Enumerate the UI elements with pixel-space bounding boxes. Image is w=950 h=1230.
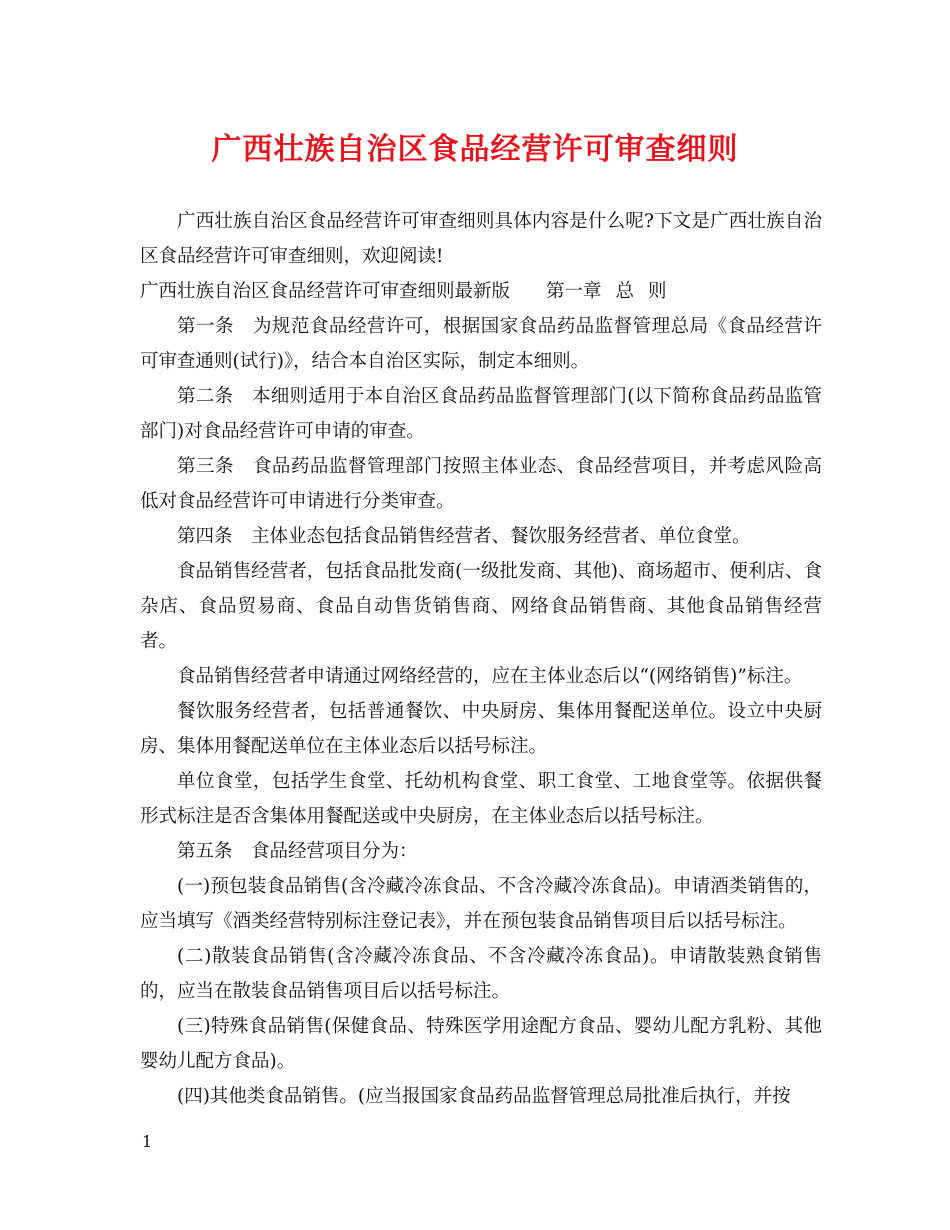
paragraph: 食品销售经营者申请通过网络经营的，应在主体业态后以“(网络销售)”标注。 [177, 666, 803, 687]
page-number: 1 [142, 1132, 153, 1151]
intro-paragraph: 广西壮族自治区食品经营许可审查细则具体内容是什么呢?下文是广西壮族自治区食品经营许可审查细则，欢迎阅读! [140, 211, 822, 267]
paragraph: 第三条 食品药品监督管理部门按照主体业态、食品经营项目，并考虑风险高低对食品经营许可申请进行分类审查。 [140, 456, 822, 512]
heading-line [140, 274, 822, 309]
chapter-name-2: 则 [648, 281, 667, 302]
document-body [140, 204, 822, 1114]
paragraph: 单位食堂，包括学生食堂、托幼机构食堂、职工食堂、工地食堂等。依据供餐形式标注是否含集体用餐配送或中央厨房，在主体业态后以括号标注。 [140, 771, 822, 827]
paragraph: 第五条 食品经营项目分为： [177, 841, 418, 862]
chapter-label: 第一章 [546, 281, 602, 302]
paragraph: 食品销售经营者，包括食品批发商(一级批发商、其他)、商场超市、便利店、食杂店、食品贸易商、食品自动售货销售商、网络食品销售商、其他食品销售经营者。 [140, 561, 822, 652]
paragraph: (一)预包装食品销售(含冷藏冷冻食品、不含冷藏冷冻食品)。申请酒类销售的，应当填写《酒类经营特别标注登记表》，并在预包装食品销售项目后以括号标注。 [140, 876, 822, 932]
chapter-name: 总 [615, 281, 635, 302]
document-title: 广西壮族自治区食品经营许可审查细则 [211, 132, 739, 167]
paragraph: 餐饮服务经营者，包括普通餐饮、中央厨房、集体用餐配送单位。设立中央厨房、集体用餐配送单位在主体业态后以括号标注。 [140, 701, 822, 757]
heading-line-left: 广西壮族自治区食品经营许可审查细则最新版 [140, 281, 511, 302]
paragraph: (三)特殊食品销售(保健食品、特殊医学用途配方食品、婴幼儿配方乳粉、其他婴幼儿配方食品)。 [140, 1016, 822, 1072]
paragraph: 第一条 为规范食品经营许可，根据国家食品药品监督管理总局《食品经营许可审查通则(试行)》，结合本自治区实际，制定本细则。 [140, 316, 822, 372]
paragraph: (二)散装食品销售(含冷藏冷冻食品、不含冷藏冷冻食品)。申请散装熟食销售的，应当在散装食品销售项目后以括号标注。 [140, 946, 822, 1002]
paragraph: 第四条 主体业态包括食品销售经营者、餐饮服务经营者、单位食堂。 [177, 526, 751, 547]
paragraph: (四)其他类食品销售。(应当报国家食品药品监督管理总局批准后执行，并按 [177, 1086, 791, 1107]
paragraph: 第二条 本细则适用于本自治区食品药品监督管理部门(以下简称食品药品监管部门)对食品经营许可申请的审查。 [140, 386, 822, 442]
